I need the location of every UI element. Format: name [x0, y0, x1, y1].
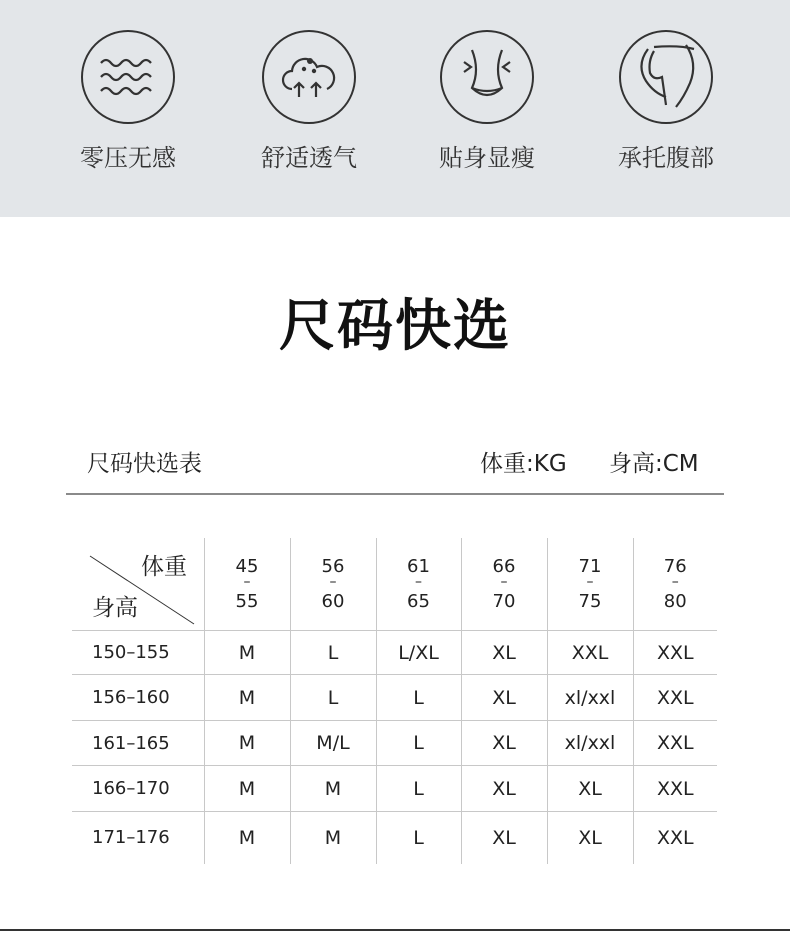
- feature-label: 舒适透气: [261, 144, 357, 172]
- size-cell: M: [290, 812, 376, 864]
- feature-slim: [397, 30, 577, 173]
- table-row: [72, 812, 717, 864]
- size-cell: XL: [547, 766, 633, 812]
- size-cell: XXL: [633, 812, 717, 864]
- height-range-cell: 161–165: [72, 721, 204, 766]
- size-cell: XXL: [633, 675, 717, 721]
- size-cell: M: [204, 631, 290, 675]
- size-table: [72, 538, 717, 864]
- bottom-divider: [0, 929, 790, 931]
- table-row: [72, 675, 717, 721]
- size-cell: XL: [547, 812, 633, 864]
- size-cell: XL: [461, 812, 547, 864]
- height-range-cell: 150–155: [72, 631, 204, 675]
- height-range-cell: 166–170: [72, 766, 204, 812]
- feature-breathable: [219, 30, 399, 173]
- size-cell: L: [290, 675, 376, 721]
- size-cell: XL: [461, 631, 547, 675]
- feature-label: 承托腹部: [618, 144, 714, 172]
- table-row: [72, 721, 717, 766]
- feature-belly-support: [576, 30, 756, 173]
- feature-band: [0, 0, 790, 217]
- size-cell: L: [376, 721, 461, 766]
- size-cell: L/XL: [376, 631, 461, 675]
- weight-column-header: 61 – 65: [376, 538, 461, 631]
- weight-unit-label: 体重:KG: [480, 451, 567, 477]
- corner-cell: [72, 538, 204, 631]
- size-cell: M/L: [290, 721, 376, 766]
- weight-column-header: 45 – 55: [204, 538, 290, 631]
- belly-support-icon: [619, 30, 713, 124]
- feature-label: 零压无感: [80, 144, 176, 172]
- feature-zero-pressure: [38, 30, 218, 173]
- table-title: 尺码快选表: [87, 451, 202, 477]
- weight-column-header: 76 – 80: [633, 538, 717, 631]
- breathable-cloud-icon: [262, 30, 356, 124]
- slim-waist-icon: [440, 30, 534, 124]
- size-cell: M: [204, 812, 290, 864]
- size-cell: L: [290, 631, 376, 675]
- weight-column-header: 71 – 75: [547, 538, 633, 631]
- corner-height-label: 身高: [92, 595, 138, 621]
- waves-icon: [81, 30, 175, 124]
- size-cell: XL: [461, 675, 547, 721]
- size-cell: XXL: [633, 631, 717, 675]
- corner-weight-label: 体重: [141, 554, 187, 580]
- size-cell: L: [376, 812, 461, 864]
- size-cell: XXL: [547, 631, 633, 675]
- height-unit-label: 身高:CM: [609, 451, 699, 477]
- size-cell: M: [204, 721, 290, 766]
- page-title: 尺码快选: [279, 294, 511, 359]
- size-cell: XL: [461, 766, 547, 812]
- size-cell: L: [376, 766, 461, 812]
- size-cell: M: [290, 766, 376, 812]
- size-cell: M: [204, 766, 290, 812]
- size-cell: M: [204, 675, 290, 721]
- weight-column-header: 56 – 60: [290, 538, 376, 631]
- table-row: [72, 766, 717, 812]
- weight-column-header: 66 – 70: [461, 538, 547, 631]
- feature-label: 贴身显瘦: [439, 144, 535, 172]
- size-cell: XXL: [633, 721, 717, 766]
- table-row: [72, 631, 717, 675]
- size-cell: xl/xxl: [547, 675, 633, 721]
- size-cell: XXL: [633, 766, 717, 812]
- table-header-row: [72, 538, 717, 631]
- header-divider: [66, 493, 724, 495]
- height-range-cell: 171–176: [72, 812, 204, 864]
- size-cell: xl/xxl: [547, 721, 633, 766]
- size-cell: L: [376, 675, 461, 721]
- height-range-cell: 156–160: [72, 675, 204, 721]
- size-cell: XL: [461, 721, 547, 766]
